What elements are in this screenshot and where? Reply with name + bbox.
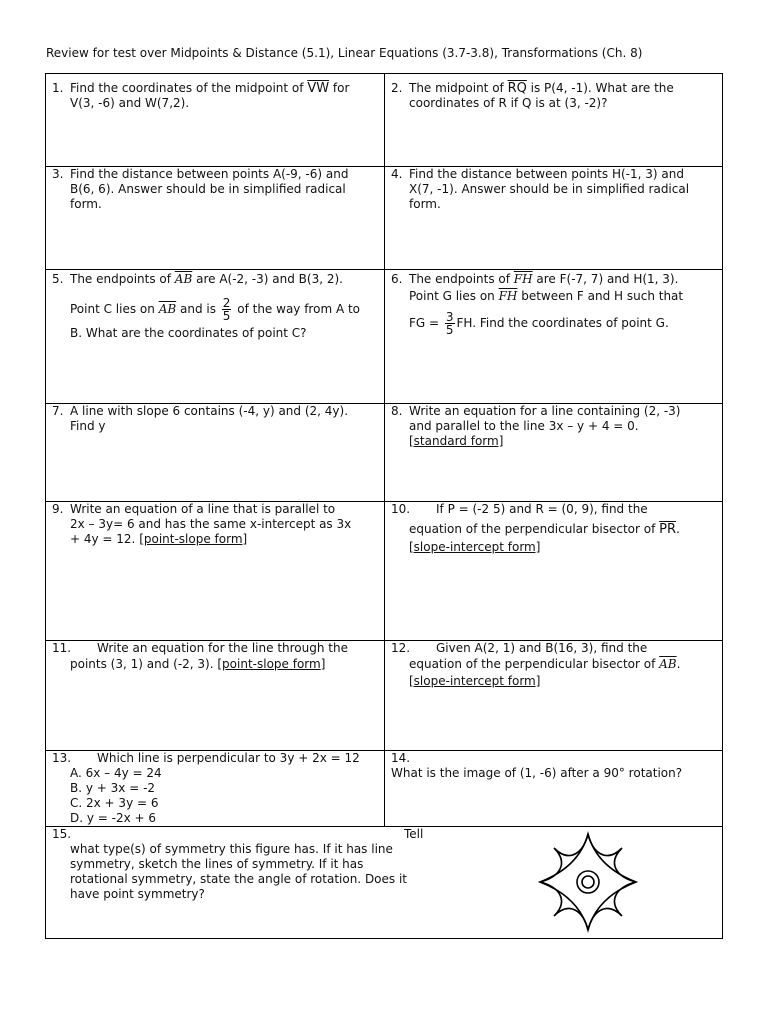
question-7-cell xyxy=(46,404,385,502)
outer-circle xyxy=(577,871,599,893)
question-number: 12. xyxy=(391,641,411,655)
question-14-cell xyxy=(385,751,722,827)
text-segment: Find y xyxy=(70,419,106,433)
text-segment: what type(s) of symmetry this figure has. If it has line xyxy=(70,842,393,856)
question-number: 11. xyxy=(52,641,72,655)
question-14-text: What is the image of (1, -6) after a 90° rotation? xyxy=(391,766,683,780)
text-segment: Write an equation of a line that is parallel to xyxy=(70,502,336,516)
text-segment: Point C lies on xyxy=(70,302,159,316)
fraction-three-fifths xyxy=(445,311,455,336)
question-number: 14. xyxy=(391,751,411,765)
text-segment: are A(-2, -3) and B(3, 2). xyxy=(192,272,343,286)
question-11-text xyxy=(52,641,378,672)
question-1-text xyxy=(70,81,378,111)
inner-circle xyxy=(582,876,594,888)
segment-ab: $\overline{AB}$ xyxy=(659,657,677,671)
question-3-text xyxy=(70,167,378,212)
question-2-text xyxy=(409,81,716,111)
numerator: 2 xyxy=(222,296,231,310)
text-segment: for xyxy=(329,81,350,95)
question-number: 15. xyxy=(52,827,72,841)
form-instruction: [standard form] xyxy=(409,434,504,448)
form-instruction: [slope-intercept form] xyxy=(409,540,541,554)
text-segment: coordinates of R if Q is at (3, -2)? xyxy=(409,96,608,110)
text-segment: are F(-7, 7) and H(1, 3). xyxy=(532,272,679,286)
question-number: 6. xyxy=(391,272,403,286)
text-segment: Write an equation for the line through the xyxy=(97,641,348,655)
form-instruction: point-slope form xyxy=(143,532,243,546)
text-segment: The endpoints of xyxy=(70,272,175,286)
segment-fh: $\overline{FH}$ xyxy=(513,272,533,286)
question-number: 5. xyxy=(52,272,64,286)
text-segment: is P(4, -1). What are the xyxy=(526,81,674,95)
segment-rq: $\overline{RQ}$ xyxy=(507,81,527,96)
text-segment: If P = (-2 5) and R = (0, 9), find the xyxy=(436,502,648,516)
text-segment: Find the distance between points A(-9, -6) and xyxy=(70,167,349,181)
question-number: 13. xyxy=(52,751,72,765)
question-3-cell xyxy=(46,167,385,270)
question-9-text xyxy=(70,502,378,547)
question-5-cell xyxy=(46,270,385,404)
question-5-text xyxy=(70,272,378,341)
question-2-cell xyxy=(385,74,722,167)
text-segment: Find the distance between points H(-1, 3) and xyxy=(409,167,684,181)
star-inner-arc-nw xyxy=(540,834,588,882)
answer-option-a: A. 6x – 4y = 24 xyxy=(70,766,162,780)
answer-option-c: C. 2x + 3y = 6 xyxy=(70,796,159,810)
text-segment: have point symmetry? xyxy=(70,887,205,901)
text-segment: B(6, 6). Answer should be in simplified radical xyxy=(70,182,346,196)
segment-pr: $\overline{PR}$ xyxy=(659,522,677,537)
question-number: 10. xyxy=(391,502,411,516)
text-segment: Which line is perpendicular to 3y + 2x = 12 xyxy=(97,751,360,765)
text-segment: + 4y = 12. [ xyxy=(70,532,144,546)
question-number: 1. xyxy=(52,81,64,95)
text-segment: B. What are the coordinates of point C? xyxy=(70,326,307,340)
answer-option-d: D. y = -2x + 6 xyxy=(70,811,157,825)
segment-ab: $\overline{AB}$ xyxy=(158,302,177,316)
question-12-cell xyxy=(385,641,722,751)
text-segment: V(3, -6) and W(7,2). xyxy=(70,96,190,110)
question-8-text xyxy=(409,404,716,449)
form-instruction: point-slope form xyxy=(222,657,321,671)
question-number: 8. xyxy=(391,404,403,418)
text-segment: and is xyxy=(176,302,220,316)
text-segment: . xyxy=(676,657,681,671)
question-12-text xyxy=(391,641,716,689)
four-point-star-symmetry-figure xyxy=(536,830,640,934)
text-segment: form. xyxy=(70,197,102,211)
question-1-cell xyxy=(46,74,385,167)
question-4-cell xyxy=(385,167,722,270)
text-segment: points (3, 1) and (-2, 3). [ xyxy=(70,657,223,671)
question-8-cell xyxy=(385,404,722,502)
question-9-cell xyxy=(46,502,385,641)
text-segment: FH. Find the coordinates of point G. xyxy=(456,316,669,330)
text-segment: 2x – 3y= 6 and has the same x-intercept as 3x xyxy=(70,517,352,531)
text-segment: form. xyxy=(409,197,441,211)
question-7-text xyxy=(70,404,378,434)
text-segment: between F and H such that xyxy=(517,289,684,303)
question-10-text xyxy=(391,502,716,555)
text-segment: . xyxy=(676,522,680,536)
page-title: Review for test over Midpoints & Distance (5.1), Linear Equations (3.7-3.8), Transformations (Ch. 8) xyxy=(46,46,643,60)
question-number: 4. xyxy=(391,167,403,181)
question-number: 9. xyxy=(52,502,64,516)
question-10-cell xyxy=(385,502,722,641)
text-segment: Point G lies on xyxy=(409,289,499,303)
question-6-text xyxy=(409,272,716,340)
text-segment: symmetry, sketch the lines of symmetry. If it has xyxy=(70,857,364,871)
text-segment: Given A(2, 1) and B(16, 3), find the xyxy=(436,641,648,655)
text-segment: of the way from A to xyxy=(233,302,361,316)
text-segment: The midpoint of xyxy=(409,81,508,95)
text-segment: ] xyxy=(320,657,326,671)
segment-vw: $\overline{VW}$ xyxy=(307,81,330,96)
question-13-text xyxy=(52,751,378,826)
text-segment: X(7, -1). Answer should be in simplified radical xyxy=(409,182,690,196)
answer-option-b: B. y + 3x = -2 xyxy=(70,781,156,795)
denominator: 5 xyxy=(445,323,454,337)
text-segment: Tell xyxy=(404,827,424,841)
star-inner-arc-se xyxy=(588,882,636,930)
text-segment: and parallel to the line 3x – y + 4 = 0. xyxy=(409,419,639,433)
segment-ab: $\overline{AB}$ xyxy=(174,272,193,286)
star-inner-arc-ne xyxy=(588,834,636,882)
question-4-text xyxy=(409,167,716,212)
text-segment: equation of the perpendicular bisector of xyxy=(409,522,660,536)
text-segment: The endpoints of xyxy=(409,272,514,286)
fraction-two-fifths xyxy=(222,297,232,322)
text-segment: Write an equation for a line containing (2, -3) xyxy=(409,404,681,418)
denominator: 5 xyxy=(222,309,231,323)
text-segment: ] xyxy=(242,532,248,546)
question-6-cell xyxy=(385,270,722,404)
segment-fh: $\overline{FH}$ xyxy=(498,289,518,303)
question-number: 7. xyxy=(52,404,64,418)
numerator: 3 xyxy=(445,310,454,324)
star-inner-arc-sw xyxy=(540,882,588,930)
text-segment: rotational symmetry, state the angle of rotation. Does it xyxy=(70,872,408,886)
text-segment: Find the coordinates of the midpoint of xyxy=(70,81,308,95)
question-number: 3. xyxy=(52,167,64,181)
form-instruction: [slope-intercept form] xyxy=(409,674,541,688)
question-number: 2. xyxy=(391,81,403,95)
question-13-cell xyxy=(46,751,385,827)
question-grid xyxy=(45,73,723,939)
text-segment: A line with slope 6 contains (-4, y) and (2, 4y). xyxy=(70,404,349,418)
text-segment: equation of the perpendicular bisector of xyxy=(409,657,660,671)
question-11-cell xyxy=(46,641,385,751)
question-15-cell xyxy=(46,827,722,938)
text-segment: FG = xyxy=(409,316,443,330)
